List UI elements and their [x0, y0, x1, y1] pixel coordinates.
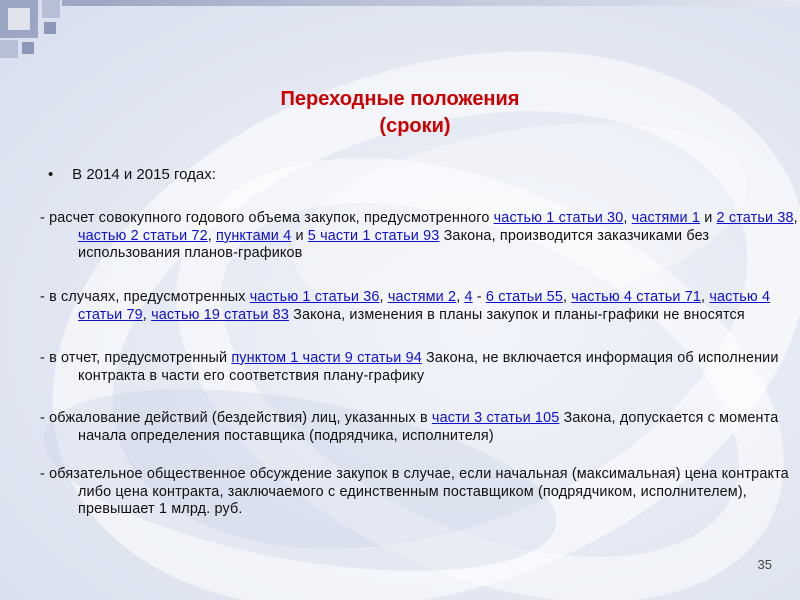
corner-square: [42, 0, 60, 18]
law-reference-link[interactable]: пунктом 1 части 9 статьи 94: [231, 350, 422, 366]
bullet-item: [48, 166, 216, 183]
law-reference-link[interactable]: 2 статьи 38: [716, 210, 794, 226]
paragraph-text: Закона, производится заказчиками без использования планов-графиков: [78, 227, 710, 262]
law-reference-link[interactable]: пунктами 4: [216, 227, 292, 244]
law-reference-link[interactable]: частью 1 статьи 36: [249, 289, 380, 305]
paragraph-text: ,: [142, 306, 152, 323]
law-reference-link[interactable]: 4: [464, 289, 473, 305]
paragraph-text: - в случаях, предусмотренных: [40, 289, 250, 305]
paragraph-text: ,: [701, 289, 710, 305]
paragraph-text: - обжалование действий (бездействия) лиц, указанных в: [40, 410, 432, 426]
law-reference-link[interactable]: частью 19 статьи 83: [151, 306, 289, 323]
paragraph-text: ,: [379, 289, 388, 305]
top-bar: [62, 0, 800, 6]
paragraph-text: Закона, изменения в планы закупок и планы-графики не вносятся: [288, 306, 745, 323]
law-reference-link[interactable]: частями 2: [387, 289, 457, 305]
paragraph-public-discussion: [40, 466, 800, 519]
paragraph-text: - в отчет, предусмотренный: [40, 350, 232, 366]
paragraph-plan-changes: [40, 289, 800, 324]
bullet-text: В 2014 и 2015 годах:: [72, 166, 216, 183]
paragraph-text: и: [700, 210, 717, 226]
corner-square: [8, 8, 30, 30]
paragraph-text: Закона, не включается информация об исполнении контракта в части его соответствия плану-графику: [78, 350, 779, 384]
law-reference-link[interactable]: частью 4 статьи 79: [78, 289, 771, 323]
paragraph-text: ,: [623, 210, 632, 226]
paragraph-text: - расчет совокупного годового объема закупок, предусмотренного: [40, 210, 494, 226]
paragraph-text: ,: [456, 289, 465, 305]
law-reference-link[interactable]: 6 статьи 55: [485, 289, 563, 305]
law-reference-link[interactable]: частью 4 статьи 71: [571, 289, 702, 305]
paragraph-appeal: [40, 410, 800, 445]
law-reference-link[interactable]: частями 1: [631, 210, 701, 226]
law-reference-link[interactable]: части 3 статьи 105: [431, 410, 560, 426]
paragraph-text: и: [291, 227, 308, 244]
paragraph-text: - обязательное общественное обсуждение закупок в случае, если начальная (максимальная) цена контракта либо цена контракта, заключаемого с единственным поставщиком (подрядчиком, исполнителем), превышает 1 млрд. руб.: [40, 466, 789, 518]
bullet-marker: •: [48, 166, 54, 183]
paragraph-annual-volume: [40, 210, 800, 263]
title-line-2: (сроки): [379, 115, 451, 137]
law-reference-link[interactable]: частью 1 статьи 30: [493, 210, 624, 226]
paragraph-text: -: [472, 289, 486, 305]
paragraph-text: ,: [793, 210, 798, 226]
corner-square: [44, 22, 56, 34]
corner-square: [0, 40, 18, 58]
page-number: 35: [757, 557, 772, 572]
law-reference-link[interactable]: частью 2 статьи 72: [78, 227, 208, 244]
slide-title: [0, 86, 800, 140]
paragraph-text: ,: [563, 289, 572, 305]
paragraph-text: Закона, допускается с момента начала определения поставщика (подрядчика, исполнителя): [78, 410, 779, 444]
corner-square: [22, 42, 34, 54]
law-reference-link[interactable]: 5 части 1 статьи 93: [307, 227, 440, 244]
title-line-1: Переходные положения: [280, 88, 520, 110]
paragraph-text: ,: [207, 227, 217, 244]
paragraph-report: [40, 350, 800, 385]
